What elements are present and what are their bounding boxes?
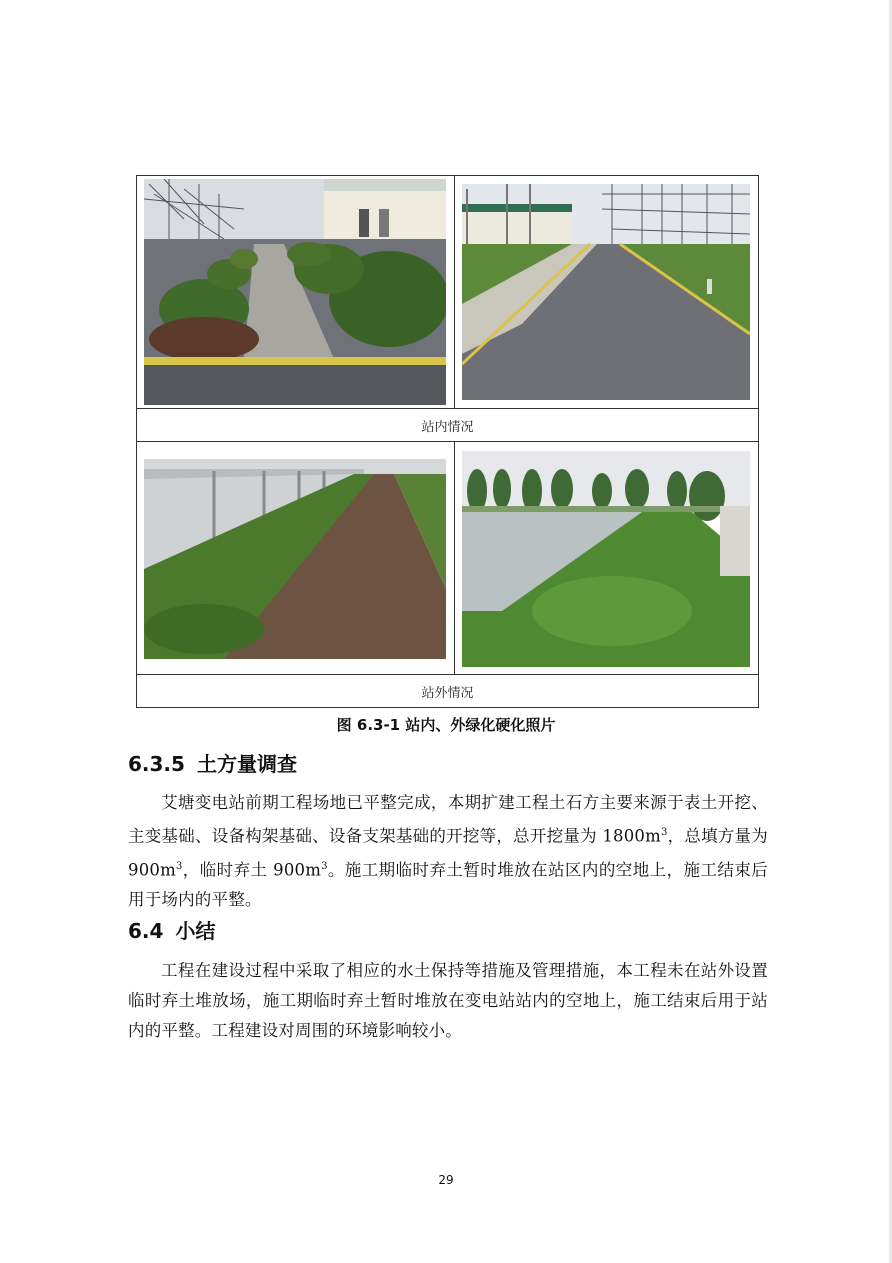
pond-grass-bank-photo [462, 451, 750, 667]
superscript: 3 [321, 860, 328, 872]
section-6-3-5-paragraph [128, 788, 768, 915]
section-heading-6-3-5 [128, 748, 297, 777]
page-number: 29 [438, 1173, 454, 1187]
paragraph-text: 。施工期临时弃土暂时堆放在站区内的空地上，施工结束后用于场内的平整。 [128, 860, 768, 909]
section-6-4-paragraph: 工程在建设过程中采取了相应的水土保持等措施及管理措施，本工程未在站外设置临时弃土堆放场，施工期临时弃土暂时堆放在变电站站内的空地上，施工结束后用于站内的平整。工程建设对周围的环境影响较小。 [128, 961, 768, 1040]
paragraph-text: ，总填方量为 900m [128, 826, 768, 879]
photo-cell-1 [137, 176, 455, 409]
row1-caption: 站内情况 [137, 409, 759, 442]
paragraph-text: ，临时弃土 900m [182, 860, 322, 879]
paragraph-text: 艾塘变电站前期工程场地已平整完成，本期扩建工程土石方主要来源于表土开挖、主变基础、设备构架基础、设备支架基础的开挖等，总开挖量为 1800m [128, 793, 768, 846]
photo-table [136, 175, 759, 708]
substation-road-photo [462, 184, 750, 400]
substation-walkway-hedges-photo [144, 179, 446, 405]
section-title: 小结 [175, 919, 216, 943]
photo-cell-2 [455, 176, 759, 409]
section-number: 6.3.5 [128, 752, 185, 776]
superscript: 3 [660, 827, 668, 838]
photo-cell-4 [455, 442, 759, 675]
boundary-wall-dirt-path-photo [144, 459, 446, 659]
photo-cell-3 [137, 442, 455, 675]
section-number: 6.4 [128, 919, 164, 943]
row2-caption: 站外情况 [137, 675, 759, 708]
section-title: 土方量调查 [196, 752, 297, 776]
section-heading-6-4 [128, 915, 215, 944]
figure-caption: 图 6.3-1 站内、外绿化硬化照片 [336, 716, 556, 734]
superscript: 3 [175, 860, 183, 872]
